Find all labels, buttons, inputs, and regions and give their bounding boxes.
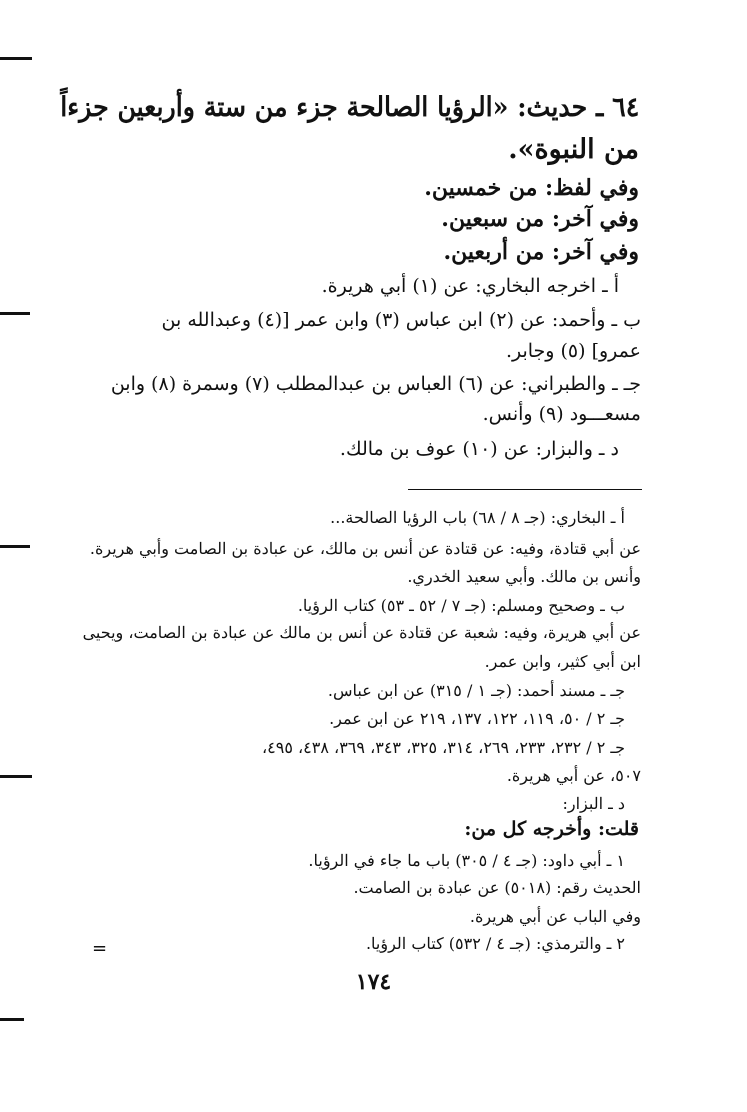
footnote-line: الحديث رقم: (٥٠١٨) عن عبادة بن الصامت. (353, 878, 641, 897)
footnote-line: عن أبي هريرة، وفيه: شعبة عن قتادة عن أنس بن مالك عن عبادة بن الصامت، ويحيى (82, 623, 641, 642)
margin-mark (0, 775, 32, 778)
source-line: أ ـ اخرجه البخاري: عن (١) أبي هريرة. (321, 275, 619, 297)
source-line: عمرو] (٥) وجابر. (505, 340, 641, 362)
margin-mark (0, 57, 32, 60)
source-line: جـ ـ والطبراني: عن (٦) العباس بن عبدالمطلب (٧) وسمرة (٨) وابن (110, 373, 641, 395)
source-line: د ـ والبزار: عن (١٠) عوف بن مالك. (339, 438, 619, 460)
footnote-line: ١ ـ أبي داود: (جـ ٤ / ٣٠٥) باب ما جاء في الرؤيا. (308, 851, 625, 870)
margin-mark (0, 545, 30, 548)
footnote-line: د ـ البزار: (562, 794, 625, 813)
margin-mark (0, 1018, 24, 1021)
footnote-heading: قلت: وأخرجه كل من: (464, 818, 639, 840)
variant-line: وفي آخر: من سبعين. (441, 206, 639, 232)
footnote-separator (408, 489, 642, 490)
footnote-line: جـ ٢ / ٢٣٢، ٢٣٣، ٢٦٩، ٣١٤، ٣٢٥، ٣٤٣، ٣٦٩، ٤٣٨، ٤٩٥، (261, 738, 625, 757)
footnote-line: وفي الباب عن أبي هريرة. (469, 907, 641, 926)
hadith-title-line-2: من النبوة». (508, 134, 639, 165)
variant-line: وفي آخر: من أربعين. (443, 239, 639, 265)
footnote-line: ٢ ـ والترمذي: (جـ ٤ / ٥٣٢) كتاب الرؤيا. (365, 934, 625, 953)
footnote-line: ٥٠٧، عن أبي هريرة. (506, 766, 641, 785)
source-line: مسعـــود (٩) وأنس. (482, 403, 641, 425)
footnote-line: وأنس بن مالك. وأبي سعيد الخدري. (407, 567, 641, 586)
source-line: ب ـ وأحمد: عن (٢) ابن عباس (٣) وابن عمر [(٤) وعبدالله بن (161, 309, 641, 331)
continuation-mark: = (92, 938, 108, 959)
hadith-title-line-1: ٦٤ ـ حديث: «الرؤيا الصالحة جزء من ستة وأربعين جزءاً (59, 92, 639, 123)
footnote-line: ب ـ وصحيح ومسلم: (جـ ٧ / ٥٢ ـ ٥٣) كتاب الرؤيا. (297, 596, 625, 615)
footnote-line: أ ـ البخاري: (جـ ٨ / ٦٨) باب الرؤيا الصالحة... (330, 508, 625, 527)
page-number: ١٧٤ (355, 969, 392, 995)
margin-mark (0, 312, 30, 315)
footnote-line: جـ ـ مسند أحمد: (جـ ١ / ٣١٥) عن ابن عباس. (327, 681, 625, 700)
footnote-line: جـ ٢ / ٥٠، ١١٩، ١٢٢، ١٣٧، ٢١٩ عن ابن عمر. (329, 709, 625, 728)
variant-line: وفي لفظ: من خمسين. (424, 175, 639, 201)
footnote-line: عن أبي قتادة، وفيه: عن قتادة عن أنس بن مالك، عن عبادة بن الصامت وأبي هريرة. (89, 539, 641, 558)
footnote-line: ابن أبي كثير، وابن عمر. (484, 652, 641, 671)
